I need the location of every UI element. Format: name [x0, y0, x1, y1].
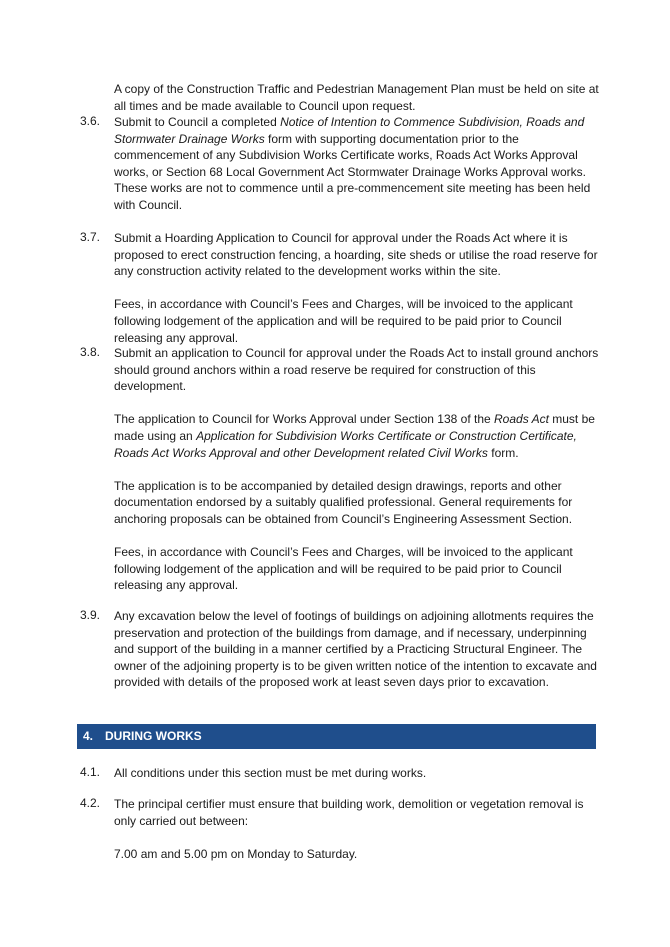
condition-3-6 [80, 114, 600, 214]
section-number: 4. [83, 729, 94, 743]
condition-number: 3.8. [80, 345, 101, 359]
works-approval-paragraph: The application to Council for Works Approval under Section 138 of the Roads Act must be made using an Application for Subdivision Works Certificate or Construction Certificate, Roads Act Works Approval and other Development related Civil Works form. [114, 412, 595, 460]
condition-number: 4.2. [80, 796, 101, 810]
intro-paragraph-block [80, 81, 600, 114]
condition-3-7 [80, 230, 600, 346]
condition-4-1 [80, 765, 600, 782]
documentation-paragraph: The application is to be accompanied by detailed design drawings, reports and other documentation endorsed by a suitably qualified professional. General requirements for anchoring proposals can be obtained from Council’s Engineering Assessment Section. [114, 478, 573, 526]
condition-text: Submit a Hoarding Application to Council for approval under the Roads Act where it is proposed to erect construction fencing, a hoarding, site sheds or utilise the road reserve for any construction activity related to the development works within the site. [114, 231, 598, 279]
condition-text: Any excavation below the level of footings of buildings on adjoining allotments requires the preservation and protection of the buildings from damage, and if necessary, underpinning and support of the building in a manner certified by a Practicing Structural Engineer. The owner of the adjoining property is to be given written notice of the intention to excavate and provided with details of the proposed work at least seven days prior to excavation. [114, 609, 597, 690]
condition-text: Submit an application to Council for approval under the Roads Act to install ground anchors should ground anchors within a road reserve be required for construction of this development. [114, 346, 599, 394]
condition-3-8 [80, 345, 600, 594]
section-title: DURING WORKS [105, 729, 202, 743]
fees-paragraph: Fees, in accordance with Council’s Fees and Charges, will be invoiced to the applicant following lodgement of the application and will be required to be paid prior to Council releasing any approval. [114, 297, 573, 345]
intro-paragraph: A copy of the Construction Traffic and Pedestrian Management Plan must be held on site at all times and be made available to Council upon request. [114, 82, 599, 113]
condition-text: Submit to Council a completed Notice of Intention to Commence Subdivision, Roads and Stormwater Drainage Works form with supporting documentation prior to the commencement of any Subdivision Works Certificate works, Roads Act Works Approval works, or Section 68 Local Government Act Stormwater Drainage Works Approval works. These works are not to commence until a pre-commencement site meeting has been held with Council. [114, 115, 591, 212]
condition-3-9 [80, 608, 600, 691]
condition-text: All conditions under this section must be met during works. [114, 766, 427, 780]
work-hours-text: 7.00 am and 5.00 pm on Monday to Saturday. [114, 846, 358, 861]
condition-number: 3.9. [80, 608, 101, 622]
condition-number: 3.7. [80, 230, 101, 244]
condition-number: 3.6. [80, 114, 101, 128]
fees-paragraph: Fees, in accordance with Council’s Fees and Charges, will be invoiced to the applicant following lodgement of the application and will be required to be paid prior to Council releasing any approval. [114, 545, 573, 593]
section-heading-during-works [77, 724, 596, 749]
condition-4-2 [80, 796, 600, 862]
condition-number: 4.1. [80, 765, 101, 779]
condition-text: The principal certifier must ensure that building work, demolition or vegetation removal is only carried out between: [114, 797, 584, 828]
